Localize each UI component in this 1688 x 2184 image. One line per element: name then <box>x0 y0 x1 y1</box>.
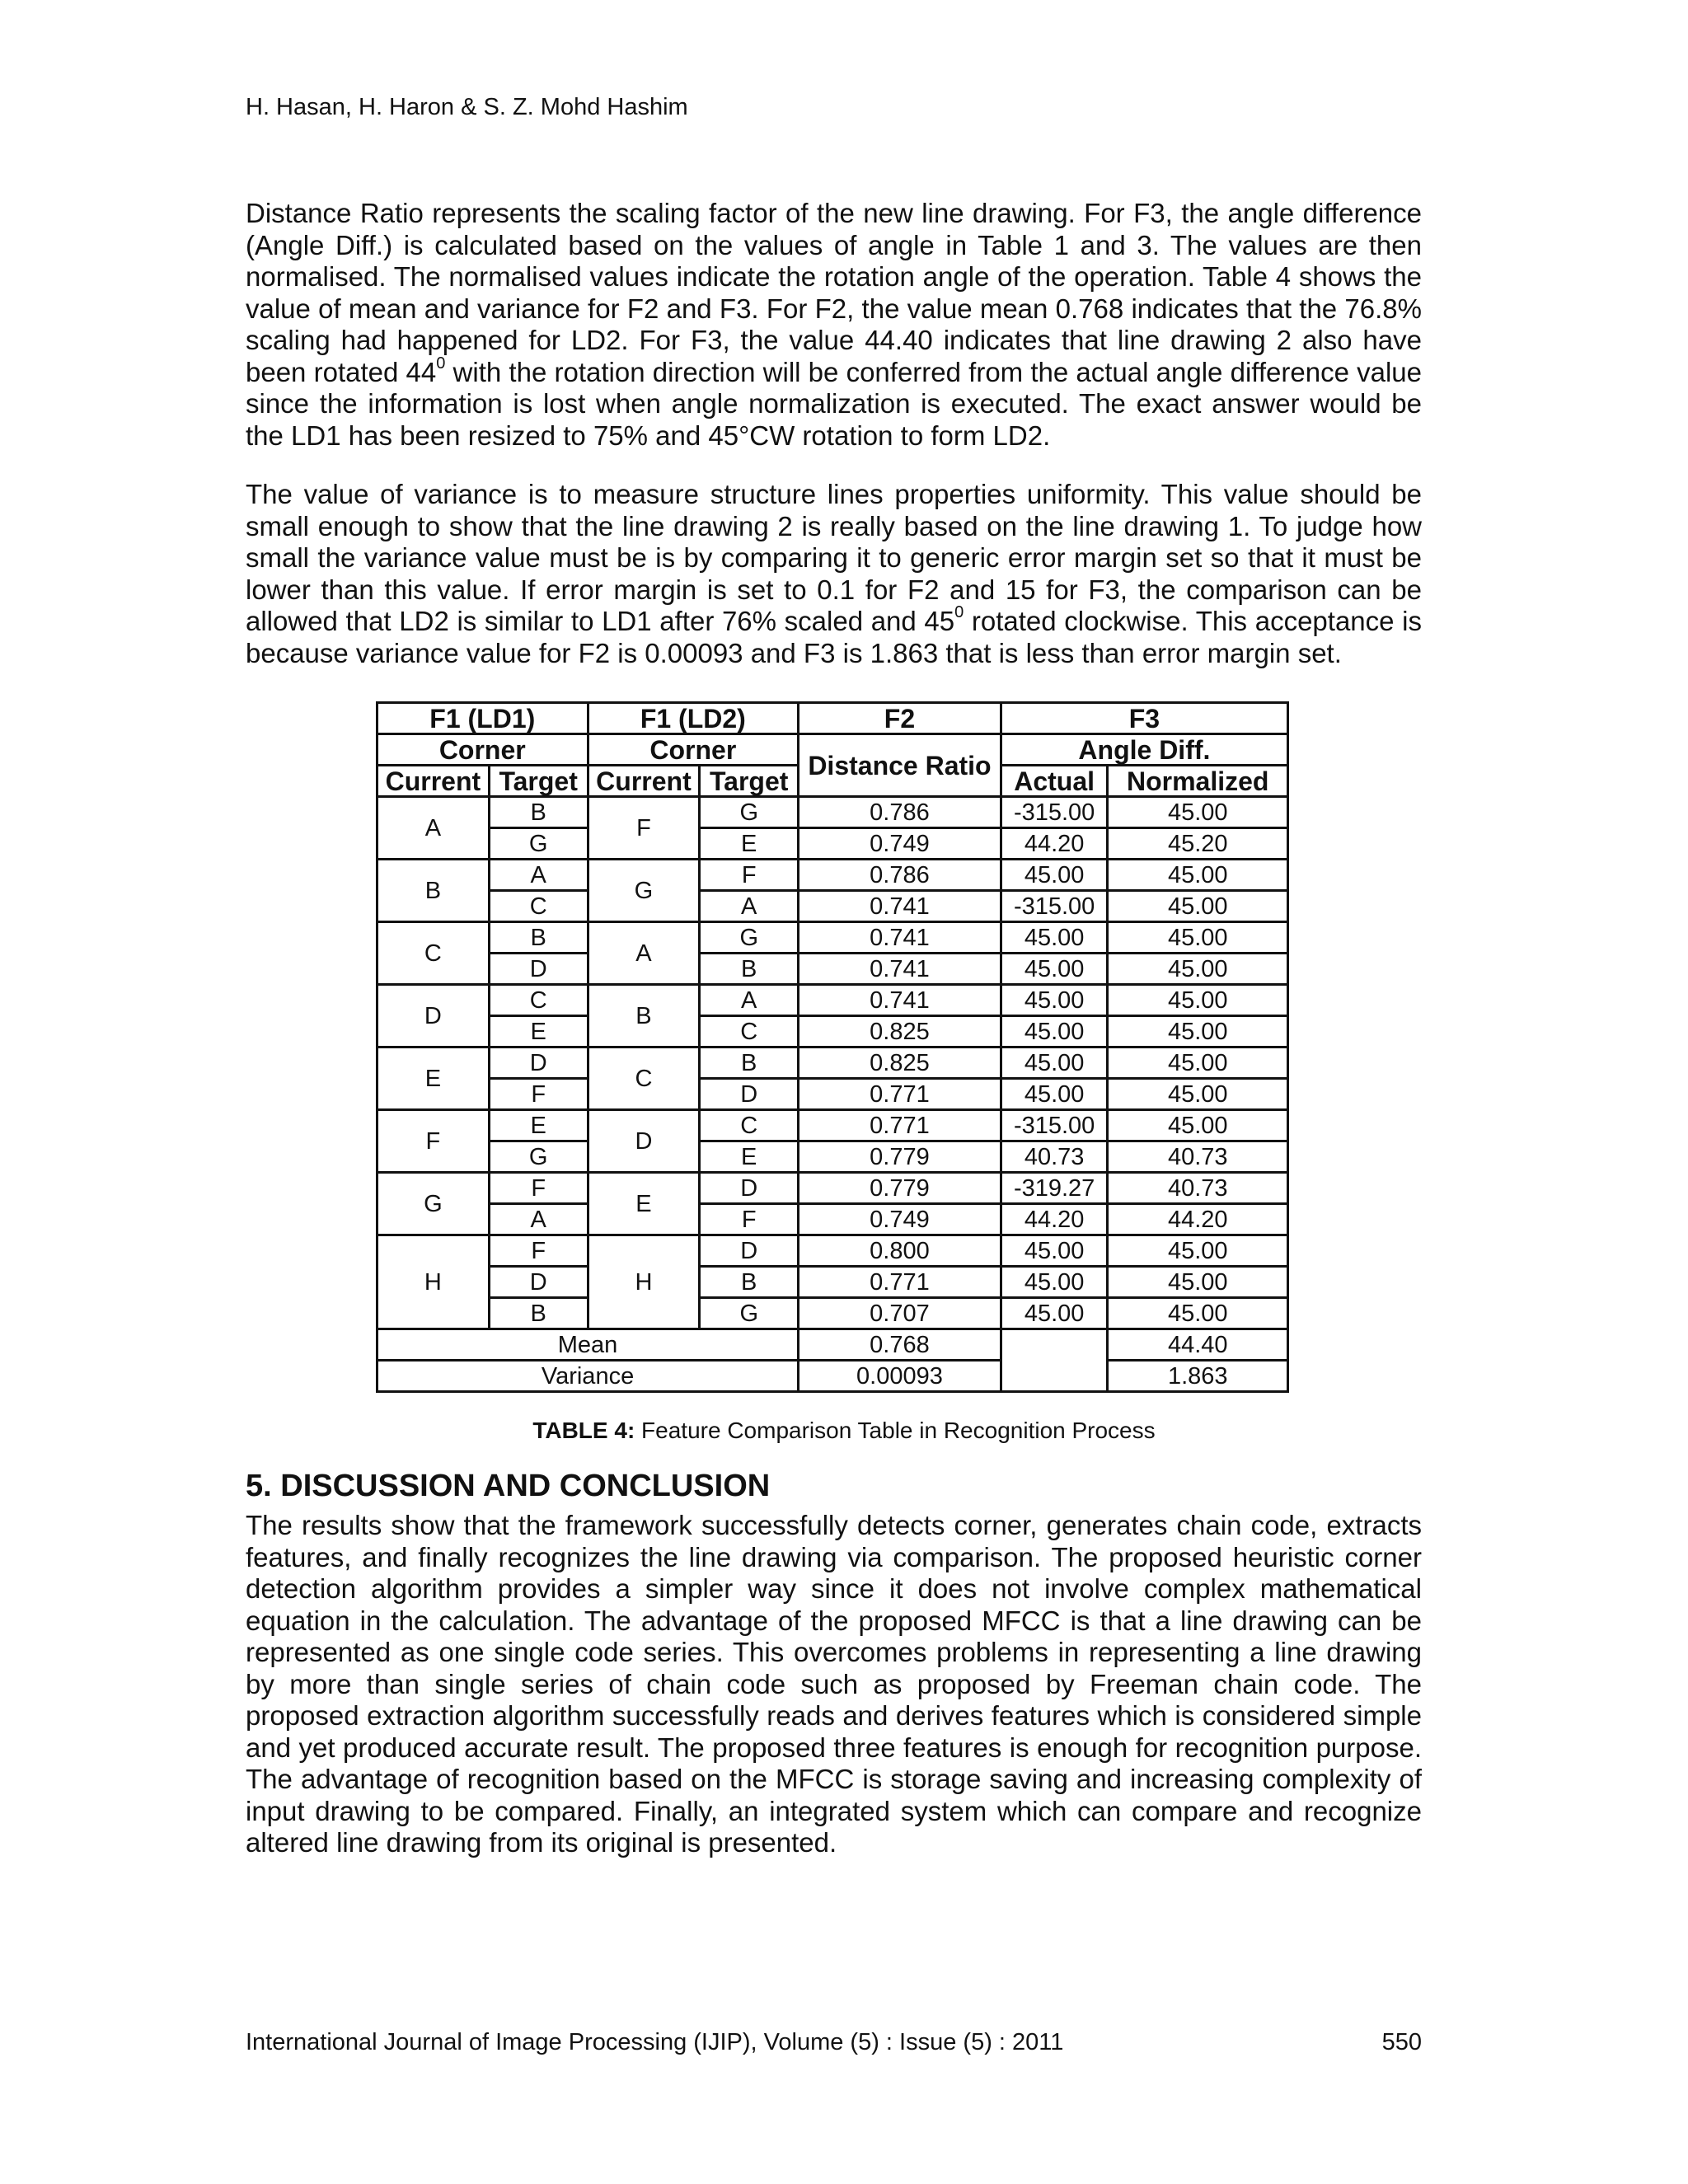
target-corner-ld2: G <box>700 922 799 954</box>
angle-normalized-value: 45.00 <box>1108 1298 1288 1329</box>
variance-f3: 1.863 <box>1108 1361 1288 1392</box>
table-row <box>377 860 1288 891</box>
paragraph-distance-ratio <box>246 198 1422 452</box>
angle-normalized-value: 45.00 <box>1108 1235 1288 1267</box>
angle-actual-value: 45.00 <box>1001 1298 1108 1329</box>
target-corner-ld2: E <box>700 828 799 860</box>
distance-ratio-value: 0.741 <box>799 922 1001 954</box>
current-corner-ld2: A <box>588 922 700 985</box>
header-f1-ld1: F1 (LD1) <box>377 703 588 734</box>
header-current-ld1: Current <box>377 766 490 797</box>
angle-actual-value: -315.00 <box>1001 891 1108 922</box>
target-corner-ld2: A <box>700 891 799 922</box>
target-corner-ld2: A <box>700 985 799 1016</box>
angle-normalized-value: 45.20 <box>1108 828 1288 860</box>
distance-ratio-value: 0.741 <box>799 985 1001 1016</box>
header-normalized: Normalized <box>1108 766 1288 797</box>
table-row <box>377 1298 1288 1329</box>
variance-row <box>377 1361 1288 1392</box>
footer-journal: International Journal of Image Processing (IJIP), Volume (5) : Issue (5) : 2011 <box>246 2029 1064 2055</box>
target-corner-ld2: G <box>700 797 799 828</box>
running-head: H. Hasan, H. Haron & S. Z. Mohd Hashim <box>246 94 688 120</box>
angle-normalized-value: 45.00 <box>1108 1016 1288 1047</box>
angle-actual-value: 45.00 <box>1001 860 1108 891</box>
target-corner-ld2: G <box>700 1298 799 1329</box>
distance-ratio-value: 0.741 <box>799 891 1001 922</box>
paragraph-conclusion: The results show that the framework successfully detects corner, generates chain code, extracts features, and finally recognizes the line drawing via comparison. The proposed heuristic corner detection algorithm provides a simpler way since it does not involve complex mathematical equation in the calculation. The advantage of the proposed MFCC is that a line drawing can be represented as one single code series. This overcomes problems in representing a line drawing by more than single series of chain code such as proposed by Freeman chain code. The proposed extraction algorithm successfully reads and derives features which is considered simple and yet produced accurate result. The proposed three features is enough for recognition purpose. The advantage of recognition based on the MFCC is storage saving and increasing complexity of input drawing to be compared. Finally, an integrated system which can compare and recognize altered line drawing from its original is presented. <box>246 1510 1422 1858</box>
target-corner-ld1: F <box>489 1079 588 1110</box>
target-corner-ld2: B <box>700 954 799 985</box>
angle-actual-value: 45.00 <box>1001 1235 1108 1267</box>
angle-normalized-value: 45.00 <box>1108 922 1288 954</box>
angle-actual-value: 45.00 <box>1001 954 1108 985</box>
target-corner-ld1: D <box>489 954 588 985</box>
header-distance-ratio: Distance Ratio <box>799 734 1001 797</box>
table-row <box>377 1141 1288 1173</box>
header-target-ld2: Target <box>700 766 799 797</box>
table-row <box>377 891 1288 922</box>
mean-row <box>377 1329 1288 1361</box>
distance-ratio-value: 0.786 <box>799 860 1001 891</box>
target-corner-ld1: A <box>489 1204 588 1235</box>
caption-text: Feature Comparison Table in Recognition Process <box>635 1418 1156 1443</box>
distance-ratio-value: 0.741 <box>799 954 1001 985</box>
target-corner-ld2: F <box>700 1204 799 1235</box>
current-corner-ld1: A <box>377 797 490 860</box>
paragraph-text: The value of variance is to measure structure lines properties uniformity. This value should be small enough to show that the line drawing 2 is really based on the line drawing 1. To judge how small the variance value must be is by comparing it to generic error margin set so that it must be lower than this value. If error margin is set to 0.1 for F2 and 15 for F3, the comparison can be allowed that LD2 is similar to LD1 after 76% scaled and 45 <box>246 479 1422 636</box>
current-corner-ld2: D <box>588 1110 700 1173</box>
angle-normalized-value: 45.00 <box>1108 891 1288 922</box>
superscript: 0 <box>436 354 446 373</box>
angle-normalized-value: 45.00 <box>1108 797 1288 828</box>
paragraph-text: rotated clockwise. This acceptance is because variance value for F2 is 0.00093 and F3 is 1.863 that is less than error margin set. <box>246 606 1422 668</box>
table-row <box>377 828 1288 860</box>
angle-actual-value: 44.20 <box>1001 1204 1108 1235</box>
target-corner-ld1: C <box>489 891 588 922</box>
angle-actual-value: -315.00 <box>1001 797 1108 828</box>
current-corner-ld1: G <box>377 1173 490 1235</box>
current-corner-ld1: F <box>377 1110 490 1173</box>
caption-label: TABLE 4: <box>532 1418 635 1443</box>
current-corner-ld1: H <box>377 1235 490 1329</box>
current-corner-ld2: E <box>588 1173 700 1235</box>
distance-ratio-value: 0.707 <box>799 1298 1001 1329</box>
target-corner-ld2: D <box>700 1079 799 1110</box>
table-row <box>377 1204 1288 1235</box>
angle-normalized-value: 45.00 <box>1108 1267 1288 1298</box>
mean-f2: 0.768 <box>799 1329 1001 1361</box>
angle-normalized-value: 44.20 <box>1108 1204 1288 1235</box>
current-corner-ld1: E <box>377 1047 490 1110</box>
mean-f3: 44.40 <box>1108 1329 1288 1361</box>
table-row <box>377 954 1288 985</box>
angle-normalized-value: 40.73 <box>1108 1141 1288 1173</box>
current-corner-ld2: B <box>588 985 700 1047</box>
feature-comparison-table <box>376 701 1289 1393</box>
header-corner-ld2: Corner <box>588 734 799 766</box>
variance-label: Variance <box>377 1361 799 1392</box>
header-corner-ld1: Corner <box>377 734 588 766</box>
empty-cell <box>1001 1329 1108 1392</box>
target-corner-ld1: B <box>489 797 588 828</box>
angle-normalized-value: 45.00 <box>1108 1110 1288 1141</box>
angle-actual-value: -315.00 <box>1001 1110 1108 1141</box>
distance-ratio-value: 0.771 <box>799 1110 1001 1141</box>
table-row <box>377 985 1288 1016</box>
mean-label: Mean <box>377 1329 799 1361</box>
target-corner-ld2: F <box>700 860 799 891</box>
header-f1-ld2: F1 (LD2) <box>588 703 799 734</box>
table-row <box>377 1079 1288 1110</box>
header-f3: F3 <box>1001 703 1287 734</box>
table-row <box>377 1110 1288 1141</box>
target-corner-ld1: D <box>489 1267 588 1298</box>
table-row <box>377 1016 1288 1047</box>
angle-normalized-value: 45.00 <box>1108 1079 1288 1110</box>
distance-ratio-value: 0.771 <box>799 1079 1001 1110</box>
distance-ratio-value: 0.749 <box>799 1204 1001 1235</box>
angle-actual-value: -319.27 <box>1001 1173 1108 1204</box>
current-corner-ld2: G <box>588 860 700 922</box>
target-corner-ld1: B <box>489 922 588 954</box>
distance-ratio-value: 0.749 <box>799 828 1001 860</box>
target-corner-ld1: D <box>489 1047 588 1079</box>
current-corner-ld2: F <box>588 797 700 860</box>
header-actual: Actual <box>1001 766 1108 797</box>
target-corner-ld2: D <box>700 1173 799 1204</box>
distance-ratio-value: 0.786 <box>799 797 1001 828</box>
page-number: 550 <box>1381 2029 1422 2055</box>
distance-ratio-value: 0.779 <box>799 1141 1001 1173</box>
target-corner-ld1: C <box>489 985 588 1016</box>
current-corner-ld2: H <box>588 1235 700 1329</box>
footer <box>246 2029 1422 2056</box>
current-corner-ld1: B <box>377 860 490 922</box>
paragraph-text: with the rotation direction will be conferred from the actual angle difference value since the information is lost when angle normalization is executed. The exact answer would be the LD1 has been resized to 75% and 45°CW rotation to form LD2. <box>246 356 1422 451</box>
current-corner-ld1: D <box>377 985 490 1047</box>
table-row <box>377 922 1288 954</box>
header-f2: F2 <box>799 703 1001 734</box>
target-corner-ld2: D <box>700 1235 799 1267</box>
distance-ratio-value: 0.825 <box>799 1047 1001 1079</box>
angle-normalized-value: 45.00 <box>1108 985 1288 1016</box>
angle-actual-value: 45.00 <box>1001 922 1108 954</box>
angle-actual-value: 44.20 <box>1001 828 1108 860</box>
table-row <box>377 1235 1288 1267</box>
section-heading: 5. DISCUSSION AND CONCLUSION <box>246 1469 771 1503</box>
superscript: 0 <box>954 603 964 621</box>
angle-actual-value: 45.00 <box>1001 1079 1108 1110</box>
target-corner-ld2: E <box>700 1141 799 1173</box>
target-corner-ld2: C <box>700 1110 799 1141</box>
distance-ratio-value: 0.771 <box>799 1267 1001 1298</box>
angle-actual-value: 45.00 <box>1001 1267 1108 1298</box>
target-corner-ld1: F <box>489 1173 588 1204</box>
angle-actual-value: 45.00 <box>1001 1016 1108 1047</box>
target-corner-ld1: E <box>489 1110 588 1141</box>
table-row <box>377 797 1288 828</box>
target-corner-ld1: E <box>489 1016 588 1047</box>
target-corner-ld1: G <box>489 1141 588 1173</box>
target-corner-ld1: F <box>489 1235 588 1267</box>
table-row <box>377 1173 1288 1204</box>
distance-ratio-value: 0.825 <box>799 1016 1001 1047</box>
target-corner-ld1: A <box>489 860 588 891</box>
angle-actual-value: 45.00 <box>1001 1047 1108 1079</box>
current-corner-ld1: C <box>377 922 490 985</box>
angle-actual-value: 40.73 <box>1001 1141 1108 1173</box>
variance-f2: 0.00093 <box>799 1361 1001 1392</box>
paragraph-text: Distance Ratio represents the scaling factor of the new line drawing. For F3, the angle difference (Angle Diff.) is calculated based on the values of angle in Table 1 and 3. The values are then normalised. The normalised values indicate the rotation angle of the operation. Table 4 shows the value of mean and variance for F2 and F3. For F2, the value mean 0.768 indicates that the 76.8% scaling had happened for LD2. For F3, the value 44.40 indicates that line drawing 2 also have been rotated 44 <box>246 198 1422 387</box>
target-corner-ld2: B <box>700 1047 799 1079</box>
table-body <box>377 797 1288 1329</box>
angle-actual-value: 45.00 <box>1001 985 1108 1016</box>
distance-ratio-value: 0.779 <box>799 1173 1001 1204</box>
table-row <box>377 1047 1288 1079</box>
angle-normalized-value: 45.00 <box>1108 860 1288 891</box>
angle-normalized-value: 45.00 <box>1108 1047 1288 1079</box>
target-corner-ld2: B <box>700 1267 799 1298</box>
paragraph-variance <box>246 479 1422 669</box>
current-corner-ld2: C <box>588 1047 700 1110</box>
table-caption <box>0 1418 1688 1444</box>
header-target-ld1: Target <box>489 766 588 797</box>
header-current-ld2: Current <box>588 766 700 797</box>
angle-normalized-value: 45.00 <box>1108 954 1288 985</box>
target-corner-ld2: C <box>700 1016 799 1047</box>
angle-normalized-value: 40.73 <box>1108 1173 1288 1204</box>
target-corner-ld1: B <box>489 1298 588 1329</box>
distance-ratio-value: 0.800 <box>799 1235 1001 1267</box>
table-row <box>377 1267 1288 1298</box>
target-corner-ld1: G <box>489 828 588 860</box>
header-angle-diff: Angle Diff. <box>1001 734 1287 766</box>
